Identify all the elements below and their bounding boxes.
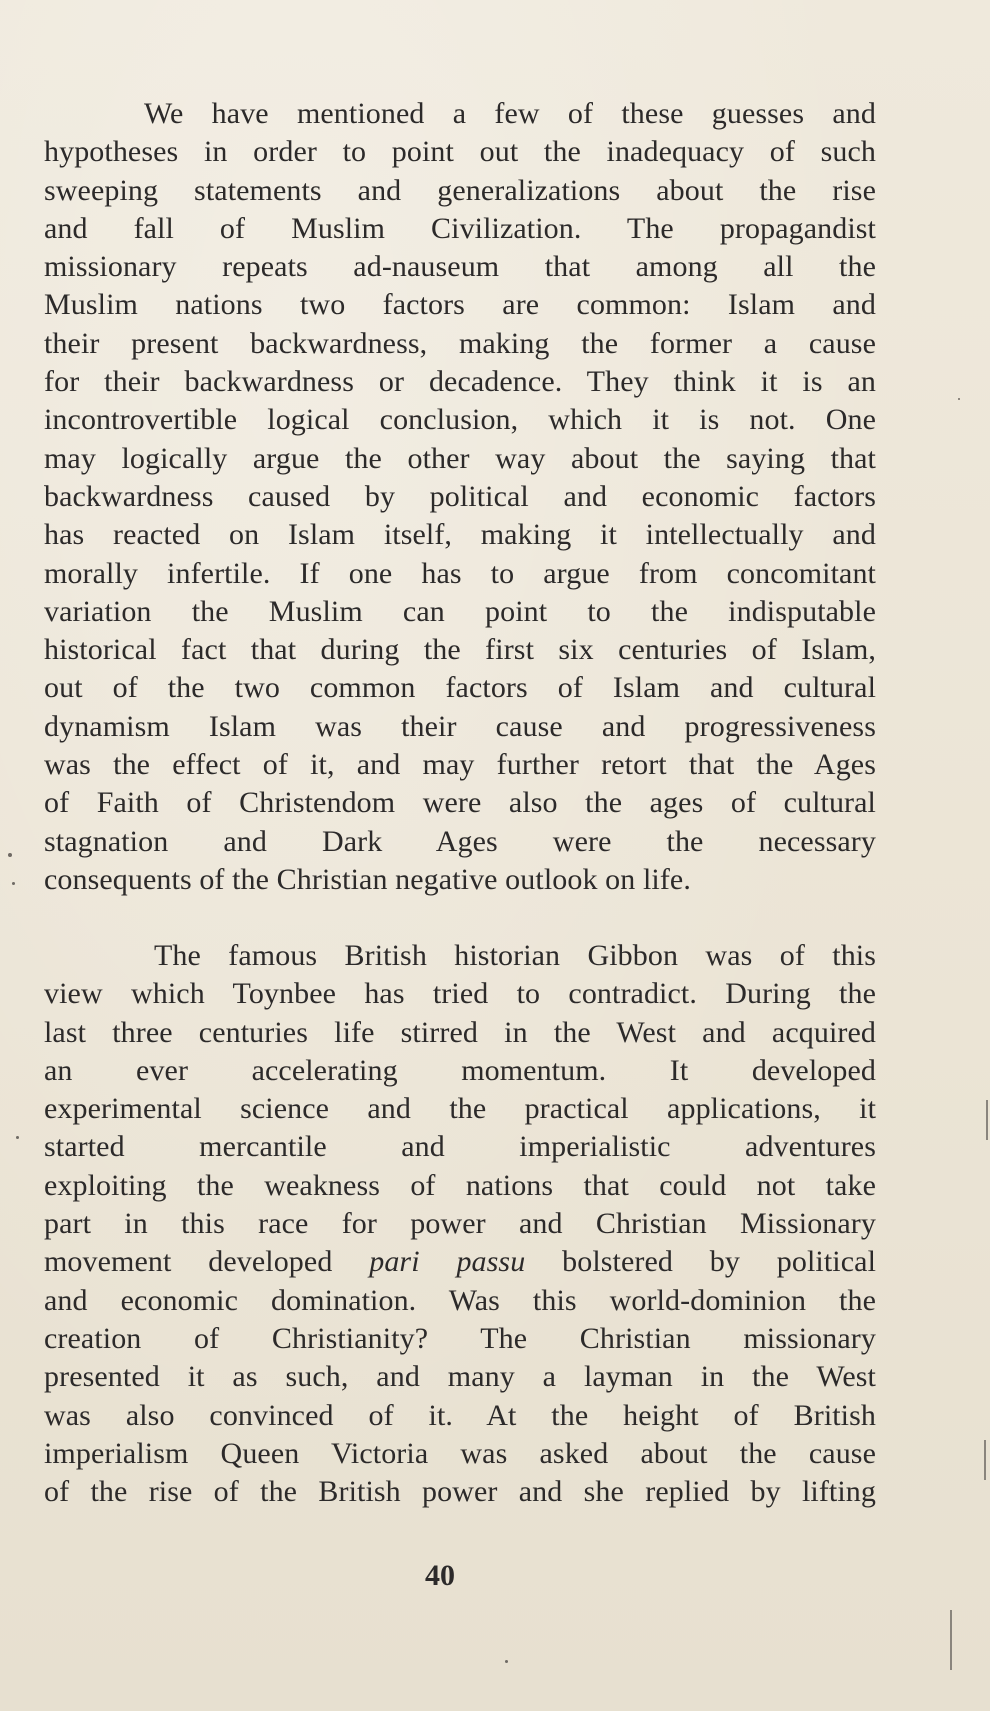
paragraph-2-line: part in this race for power and Christian Missionary <box>44 1207 876 1241</box>
paragraph-1-line: dynamism Islam was their cause and progressiveness <box>44 709 876 743</box>
paragraph-2-line: exploiting the weakness of nations that could not take <box>44 1168 876 1202</box>
paper-speck <box>12 882 15 885</box>
italic-line-after: bolstered by political <box>525 1245 877 1279</box>
paragraph-2-italic-line <box>44 1243 876 1281</box>
paragraph-1-line: backwardness caused by political and economic factors <box>44 479 876 513</box>
paragraph-1-line: their present backwardness, making the former a cause <box>44 326 876 360</box>
paragraph-2-line: imperialism Queen Victoria was asked about the cause <box>44 1436 876 1470</box>
paragraph-2 <box>44 937 876 1511</box>
paragraph-1-line: stagnation and Dark Ages were the necessary <box>44 824 876 858</box>
paragraph-2-line: was also convinced of it. At the height of British <box>44 1398 876 1432</box>
paragraph-2-line: started mercantile and imperialistic adventures <box>44 1130 876 1164</box>
paragraph-1-line: sweeping statements and generalizations about the rise <box>44 173 876 207</box>
page-edge-mark <box>984 1440 986 1480</box>
italic-phrase: pari passu <box>369 1245 526 1279</box>
paragraph-1-line: for their backwardness or decadence. They think it is an <box>44 365 876 399</box>
paragraph-1-line: Muslim nations two factors are common: Islam and <box>44 288 876 322</box>
paper-speck <box>958 398 960 400</box>
page-number: 40 <box>425 1559 455 1592</box>
paragraph-1-line: We have mentioned a few of these guesses and <box>144 97 876 130</box>
paragraph-1-line: hypotheses in order to point out the inadequacy of such <box>44 135 876 169</box>
paragraph-1-line: consequents of the Christian negative outlook on life. <box>44 862 691 896</box>
paragraph-2-line: last three centuries life stirred in the West and acquired <box>44 1015 876 1049</box>
paragraph-2-line: The famous British historian Gibbon was of this <box>154 939 876 972</box>
paragraph-2-line: and economic domination. Was this world-dominion the <box>44 1283 876 1317</box>
paper-speck <box>8 853 12 857</box>
paragraph-1-line: has reacted on Islam itself, making it intellectually and <box>44 518 876 552</box>
paragraph-1-line: missionary repeats ad-nauseum that among all the <box>44 250 876 284</box>
paper-speck <box>16 1136 19 1139</box>
paragraph-1-line: and fall of Muslim Civilization. The propagandist <box>44 211 876 245</box>
paragraph-1-line: morally infertile. If one has to argue from concomitant <box>44 556 876 590</box>
paragraph-2-line: an ever accelerating momentum. It developed <box>44 1053 876 1087</box>
page-edge-mark <box>986 1100 988 1140</box>
paragraph-1-line: variation the Muslim can point to the indisputable <box>44 594 876 628</box>
paragraph-2-line: creation of Christianity? The Christian missionary <box>44 1321 876 1355</box>
paper-speck <box>505 1660 508 1663</box>
paragraph-2-line: of the rise of the British power and she replied by lifting <box>44 1475 876 1509</box>
paragraph-1-line: was the effect of it, and may further retort that the Ages <box>44 748 876 782</box>
italic-line-before: movement developed <box>44 1245 370 1279</box>
paragraph-2-line: view which Toynbee has tried to contradict. During the <box>44 977 876 1011</box>
paragraph-1 <box>44 95 876 899</box>
paragraph-1-line: incontrovertible logical conclusion, which it is not. One <box>44 403 876 437</box>
paragraph-1-line: of Faith of Christendom were also the ages of cultural <box>44 786 876 820</box>
page-edge-mark <box>950 1610 952 1670</box>
paragraph-2-line: experimental science and the practical applications, it <box>44 1092 876 1126</box>
paragraph-2-line: presented it as such, and many a layman in the West <box>44 1360 876 1394</box>
paragraph-1-line: historical fact that during the first six centuries of Islam, <box>44 633 876 667</box>
paragraph-1-line: out of the two common factors of Islam and cultural <box>44 671 876 705</box>
paragraph-1-line: may logically argue the other way about the saying that <box>44 441 876 475</box>
